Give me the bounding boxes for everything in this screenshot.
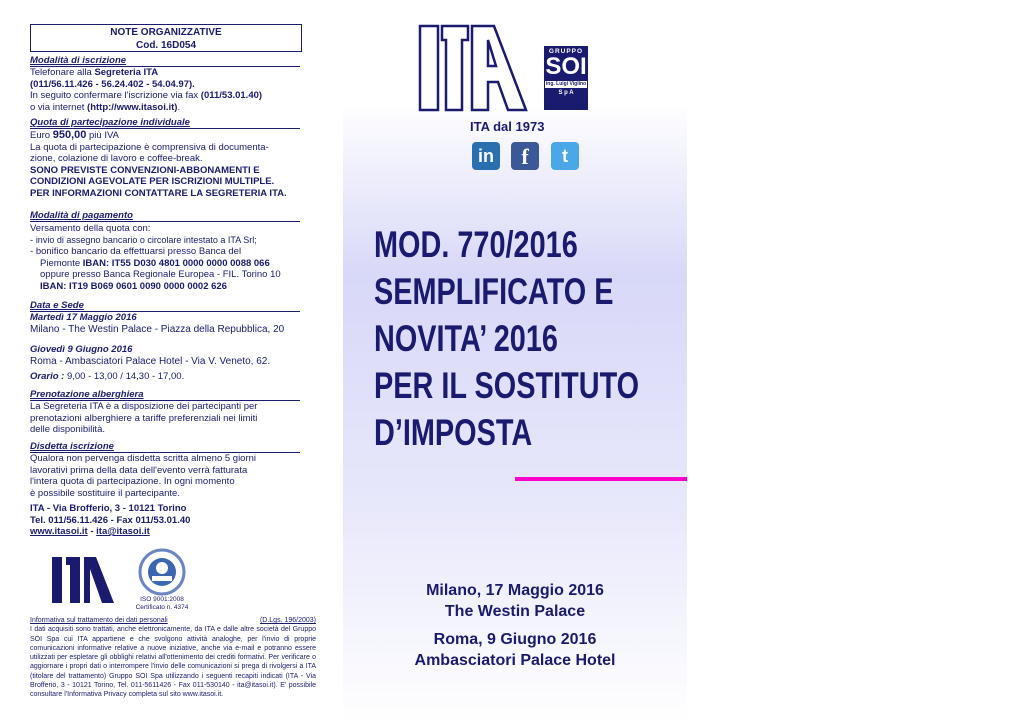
ita-logo-small	[50, 553, 116, 605]
disdetta-title: Disdetta iscrizione	[30, 441, 300, 453]
privacy-notice: Informativa sul trattamento dei dati personali (D.Lgs. 196/2003) I dati acquisiti sono trattati, anche elettronicamente, da ITA e dalle altre società del Gruppo SOI Spa cui ITA appartiene e che svolgono attività analoghe, per l'invio di proprie comunicazioni informative relative a nuove iniziative, anche via e-mail e potranno essere utilizzati per espletare gli obblighi relativi all'ottenimento dei crediti formativi. Per verificare o aggiornare i propri dati o interrompere l'invio delle comunicazioni si prega di rivolgersi a ITA (titolare del trattamento) Gruppo SOI Spa utilizzando i seguenti recapiti indicati (ITA - Via Brofferio, 3 - 10121 Torino, Tel. 011-5611426 - Fax 011-530140 - ita@itasoi.it). E' possibile consultare l'Informativa Privacy completa sul sito www.itasoi.it.	[30, 617, 316, 699]
disdetta-text: Qualora non pervenga disdetta scritta almeno 5 giorni lavorativi prima della data dell'evento verrà fatturata l'intera quota di partecipazione. In ogni momento è possibile sostituire il partecipante.	[30, 453, 257, 499]
quota-text: Euro 950,00 più IVA La quota di partecipazione è comprensiva di documenta- zione, colazione di lavoro e coffee-break. SONO PREVISTE CONVENZIONI-ABBONAMENTI E CONDIZIONI AGEVOLATE PER ISCRIZIONI MULTIPLE. PER INFORMAZIONI CONTATTARE LA SEGRETERIA ITA.	[30, 129, 287, 199]
quota-title: Quota di partecipazione individuale	[30, 117, 300, 129]
date-title: Data e Sede	[30, 300, 300, 312]
event-roma-date: Roma, 9 Giugno 2016	[433, 631, 597, 648]
title-line-4: PER IL SOSTITUTO	[374, 365, 640, 406]
website-link[interactable]: (http://www.itasoi.it)	[87, 101, 178, 113]
ita-logo-large	[418, 22, 530, 114]
contact-website-link[interactable]: www.itasoi.it	[30, 526, 88, 537]
event-milano-date: Milano, 17 Maggio 2016	[426, 582, 604, 599]
contacts: ITA - Via Brofferio, 3 - 10121 Torino Tel. 011/56.11.426 - Fax 011/53.01.40 www.itasoi.it - ita@itasoi.it	[30, 503, 191, 537]
facebook-icon[interactable]: f	[511, 142, 539, 170]
note-code: Cod. 16D054	[135, 40, 197, 51]
event-roma-place: Ambasciatori Palace Hotel	[414, 652, 616, 669]
left-panel	[0, 0, 340, 725]
iso-text: ISO 9001:2008 Certificato n. 4374	[135, 596, 189, 611]
iscrizione-title: Modalità di iscrizione	[30, 55, 300, 67]
twitter-icon[interactable]: t	[551, 142, 579, 170]
iso-badge-icon	[138, 548, 186, 596]
accent-divider	[515, 477, 687, 481]
date-text: Martedì 17 Maggio 2016 Milano - The Westin Palace - Piazza della Repubblica, 20 Giovedì 9 Giugno 2016 Roma - Ambasciatori Palace Hotel - Via V. Veneto, 62. Orario : 9,00 - 13,00 / 14,30 - 17,00.	[30, 312, 285, 382]
title-line-3: NOVITA’ 2016	[374, 318, 558, 359]
prenotazione-title: Prenotazione alberghiera	[30, 389, 300, 401]
pagamento-text: Versamento della quota con: - invio di assegno bancario o circolare intestato a ITA Srl; - bonifico bancario da effettuarsi presso Banca del Piemonte IBAN: IT55 D030 4801 0000 0000 0088 066 oppure presso Banca Regionale Europea - FIL. Torino 10 IBAN: IT19 B069 0601 0090 0000 0002 626	[30, 223, 281, 292]
ita-since: ITA dal 1973	[470, 119, 545, 134]
note-title: NOTE ORGANIZZATIVE	[110, 27, 222, 38]
event-milano-place: The Westin Palace	[444, 603, 586, 620]
iscrizione-text: Telefonare alla Segreteria ITA (011/56.11.426 - 56.24.402 - 54.04.97). In seguito confermare l'iscrizione via fax (011/53.01.40) o via internet (http://www.itasoi.it).	[30, 67, 263, 113]
note-box	[30, 24, 302, 52]
linkedin-icon[interactable]: in	[472, 142, 500, 170]
title-line-1: MOD. 770/2016	[374, 224, 578, 265]
title-line-2: SEMPLIFICATO E	[374, 271, 614, 312]
pagamento-title: Modalità di pagamento	[30, 210, 300, 222]
prenotazione-text: La Segreteria ITA è a disposizione dei partecipanti per prenotazioni alberghiere a tariffe preferenziali nei limiti delle disponibilità.	[30, 401, 258, 435]
title-line-5: D’IMPOSTA	[374, 412, 533, 453]
gruppo-soi-logo: GRUPPO SOI ing. Luigi Viglino S p A	[544, 46, 588, 110]
contact-email-link[interactable]: ita@itasoi.it	[96, 526, 150, 537]
